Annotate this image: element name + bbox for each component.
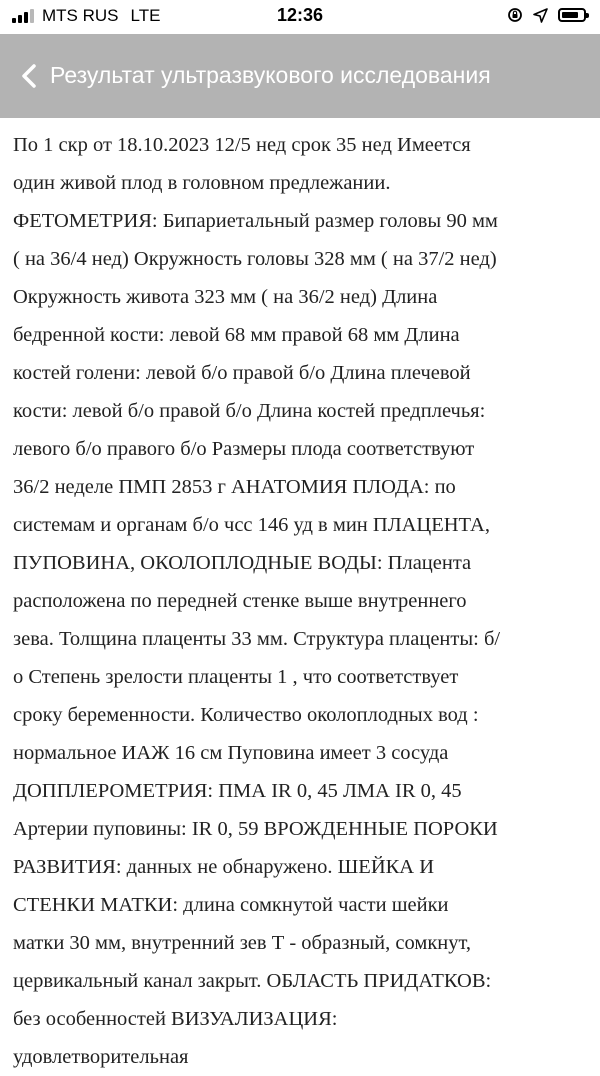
result-line: расположена по передней стенке выше внутреннего	[13, 590, 467, 612]
ultrasound-result-text	[13, 126, 588, 1076]
result-line: системам и органам б/о чсс 146 уд в мин ПЛАЦЕНТА,	[13, 514, 490, 536]
chevron-left-icon	[18, 60, 48, 92]
carrier-name: MTS RUS	[42, 6, 119, 25]
result-line: о Степень зрелости плаценты 1 , что соответствует	[13, 666, 459, 688]
result-line: ПУПОВИНА, ОКОЛОПЛОДНЫЕ ВОДЫ: Плацента	[13, 552, 472, 574]
result-line: кости: левой б/о правой б/о Длина костей предплечья:	[13, 400, 486, 422]
orientation-lock-icon	[507, 7, 523, 23]
result-line: левого б/о правого б/о Размеры плода соответствуют	[13, 438, 475, 460]
network-type: LTE	[130, 6, 161, 25]
location-arrow-icon	[533, 8, 548, 23]
result-line: бедренной кости: левой 68 мм правой 68 мм Длина	[13, 324, 460, 346]
page-title: Результат ультразвукового исследования	[50, 62, 491, 88]
result-line: сроку беременности. Количество околоплодных вод :	[13, 704, 479, 726]
battery-icon	[558, 8, 586, 22]
clock: 12:36	[276, 5, 324, 25]
result-line: цервикальный канал закрыт. ОБЛАСТЬ ПРИДАТКОВ:	[13, 970, 492, 992]
result-line: По 1 скр от 18.10.2023 12/5 нед срок 35 нед Имеется	[13, 134, 471, 156]
result-line: костей голени: левой б/о правой б/о Длина плечевой	[13, 362, 471, 384]
result-line: ФЕТОМЕТРИЯ: Бипариетальный размер головы 90 мм	[13, 210, 498, 232]
back-button[interactable]	[18, 60, 48, 92]
result-line: Артерии пуповины: IR 0, 59 ВРОЖДЕННЫЕ ПОРОКИ	[13, 818, 498, 840]
navigation-bar	[0, 34, 600, 118]
result-line: зева. Толщина плаценты 33 мм. Структура плаценты: б/	[13, 628, 501, 650]
result-line: ДОППЛЕРОМЕТРИЯ: ПМА IR 0, 45 ЛМА IR 0, 45	[13, 780, 462, 802]
result-line: без особенностей ВИЗУАЛИЗАЦИЯ:	[13, 1008, 338, 1030]
result-line: СТЕНКИ МАТКИ: длина сомкнутой части шейки	[13, 894, 449, 916]
result-line: удовлетворительная	[13, 1046, 189, 1068]
result-line: ( на 36/4 нед) Окружность головы 328 мм ( на 37/2 нед)	[13, 248, 497, 270]
result-line: один живой плод в головном предлежании.	[13, 172, 391, 194]
status-icons	[507, 7, 586, 23]
result-line: 36/2 неделе ПМП 2853 г АНАТОМИЯ ПЛОДА: по	[13, 476, 456, 498]
result-line: Окружность живота 323 мм ( на 36/2 нед) Длина	[13, 286, 438, 308]
result-line: РАЗВИТИЯ: данных не обнаружено. ШЕЙКА И	[13, 856, 435, 878]
result-line: матки 30 мм, внутренний зев Т - образный, сомкнут,	[13, 932, 472, 954]
status-bar	[0, 0, 600, 34]
result-line: нормальное ИАЖ 16 см Пуповина имеет 3 сосуда	[13, 742, 449, 764]
